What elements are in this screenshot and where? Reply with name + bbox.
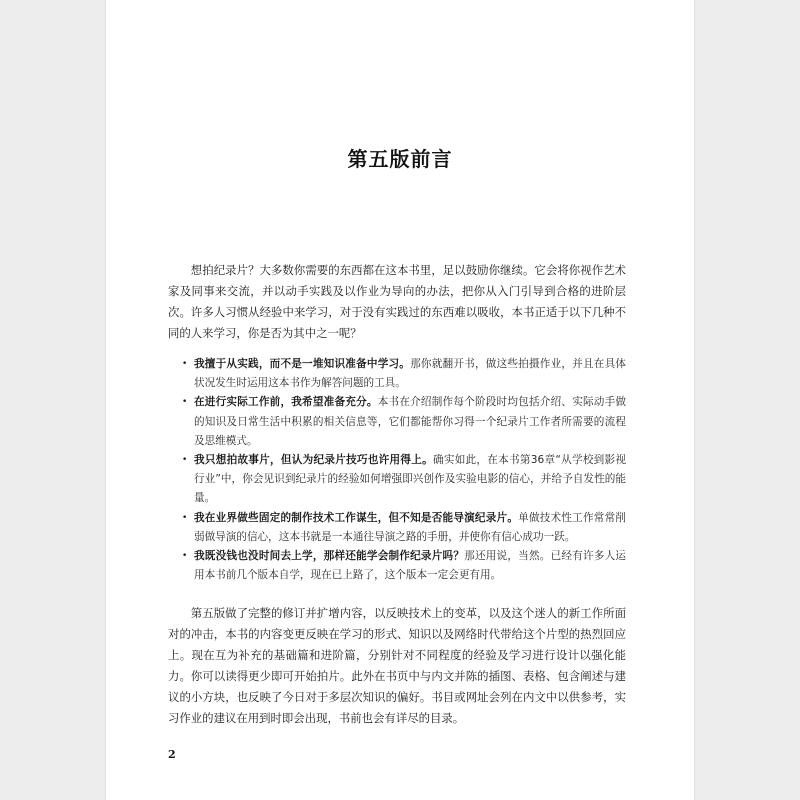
page-number: 2 [168,748,176,761]
list-item [182,393,626,451]
bullet-icon: • [182,512,188,523]
list-item [182,355,626,393]
bullet-body: 本书在介绍制作每个阶段时均包括介绍、实际动手做的知识及日常生活中积累的相关信息等，它们都能帮你习得一个纪录片工作者所需要的流程及思维模式。 [194,396,627,447]
bullet-lead: 我擅于从实践，而不是一堆知识准备中学习。 [194,358,411,370]
bullet-icon: • [182,455,188,466]
intro-paragraph: 想拍纪录片？大多数你需要的东西都在这本书里，足以鼓励你继续。它会将你视作艺术家及同事来交流，并以动手实践及以作业为导向的办法，把你从入门引导到合格的进阶层次。许多人习惯从经验中来学习，对于没有实践过的东西难以吸收，本书正适于以下几种不同的人来学习，你是否为其中之一呢？ [168,263,626,340]
bullet-icon: • [182,551,188,562]
bullet-body: 那还用说，当然。已经有许多人运用本书前几个版本自学，现在已上路了，这个版本一定会更有用。 [194,550,627,582]
page-title: 第五版前言 [347,147,453,171]
list-item [182,451,626,509]
closing-paragraph: 第五版做了完整的修订并扩增内容，以反映技术上的变革，以及这个迷人的新工作所面对的冲击，本书的内容变更反映在学习的形式、知识以及网络时代带给这个片型的热烈回应上。现在互为补充的基础篇和进阶篇，分别针对不同程度的经验及学习进行设计以强化能力。你可以读得更少即可开始拍片。此外在书页中与内文并陈的插图、表格、包含阐述与建议的小方块，也反映了今日对于多层次知识的偏好。书目或网址会列在内文中以供参考，实习作业的建议在用到时即会出现，书前也会有详尽的目录。 [168,606,626,725]
bullet-lead: 我既没钱也没时间去上学，那样还能学会制作纪录片吗？ [194,550,465,563]
bullet-lead: 我只想拍故事片，但认为纪录片技巧也许用得上。 [194,454,433,467]
bullet-icon: • [182,397,188,408]
bullet-lead: 我在业界做些固定的制作技术工作谋生，但不知是否能导演纪录片。 [194,511,519,524]
bullet-body: 那你就翻开书，做这些拍摄作业，并且在具体状况发生时运用这本书作为解答问题的工具。 [194,358,627,390]
bullet-lead: 在进行实际工作前，我希望准备充分。 [194,396,378,409]
bullet-body: 确实如此，在本书第36章“从学校到影视行业”中，你会见识到纪录片的经验如何增强即兴创作及实验电影的信心，并给予自发性的能量。 [194,454,626,505]
bullet-icon: • [182,359,188,369]
book-page [106,0,694,800]
list-item [182,547,626,585]
bullet-body: 单做技术性工作常常削弱做导演的信心，这本书就是一本通往导演之路的手册，并使你有信心成功一跃。 [194,511,626,543]
bullet-list [182,355,626,585]
list-item [182,509,626,547]
